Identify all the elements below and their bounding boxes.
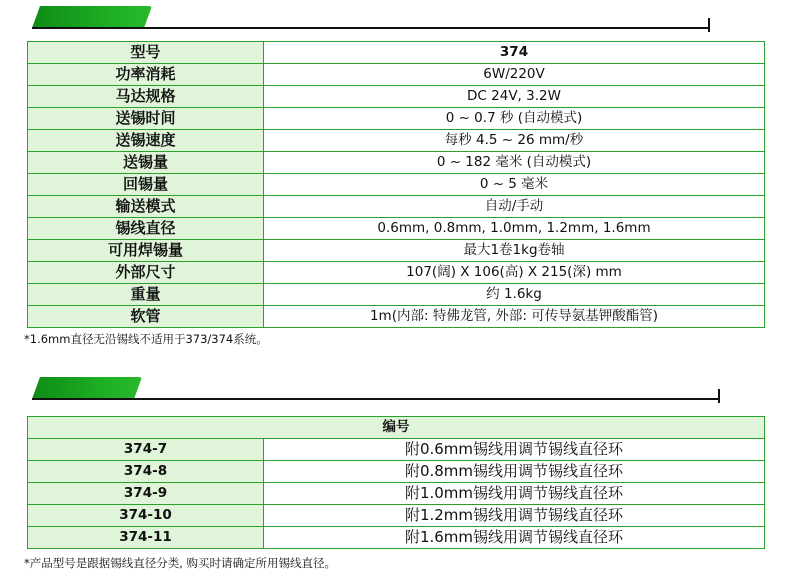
spec-row	[28, 130, 765, 152]
section-header-models	[32, 377, 722, 417]
spec-label: 送锡速度	[28, 130, 264, 152]
section-tab-green	[32, 6, 152, 28]
spec-row	[28, 152, 765, 174]
models-footnote: *产品型号是跟据锡线直径分类, 购买时请确定所用锡线直径。	[24, 556, 337, 570]
spec-value: 374	[264, 42, 765, 64]
spec-row	[28, 240, 765, 262]
specs-table	[27, 41, 765, 328]
spec-value: 每秒 4.5 ~ 26 mm/秒	[264, 130, 765, 152]
model-description: 附1.2mm锡线用调节锡线直径环	[264, 505, 765, 527]
spec-value: 最大1卷1kg卷轴	[264, 240, 765, 262]
spec-value: 0 ~ 0.7 秒 (自动模式)	[264, 108, 765, 130]
spec-label: 送锡时间	[28, 108, 264, 130]
models-header-row	[28, 417, 765, 439]
model-row	[28, 483, 765, 505]
spec-value: 0 ~ 5 毫米	[264, 174, 765, 196]
spec-value: 约 1.6kg	[264, 284, 765, 306]
spec-label: 锡线直径	[28, 218, 264, 240]
spec-row	[28, 64, 765, 86]
spec-value: 自动/手动	[264, 196, 765, 218]
model-code: 374-10	[28, 505, 264, 527]
spec-label: 马达规格	[28, 86, 264, 108]
model-description: 附0.8mm锡线用调节锡线直径环	[264, 461, 765, 483]
specs-footnote: *1.6mm直径无沿锡线不适用于373/374系统。	[24, 332, 268, 346]
spec-row	[28, 306, 765, 328]
spec-value: 6W/220V	[264, 64, 765, 86]
section-divider-tick	[708, 18, 710, 32]
spec-label: 型号	[28, 42, 264, 64]
spec-row	[28, 262, 765, 284]
spec-row	[28, 174, 765, 196]
spec-value: 107(阔) X 106(高) X 215(深) mm	[264, 262, 765, 284]
spec-label: 外部尺寸	[28, 262, 264, 284]
spec-value: DC 24V, 3.2W	[264, 86, 765, 108]
spec-label: 输送模式	[28, 196, 264, 218]
model-row	[28, 461, 765, 483]
spec-row	[28, 42, 765, 64]
section-divider-tick	[718, 389, 720, 403]
spec-value: 1m(内部: 特佛龙管, 外部: 可传导氨基钾酸酯管)	[264, 306, 765, 328]
model-code: 374-11	[28, 527, 264, 549]
models-table	[27, 416, 765, 549]
spec-label: 送锡量	[28, 152, 264, 174]
spec-label: 回锡量	[28, 174, 264, 196]
section-tab-green	[32, 377, 142, 399]
spec-label: 可用焊锡量	[28, 240, 264, 262]
model-row	[28, 439, 765, 461]
spec-row	[28, 218, 765, 240]
model-row	[28, 527, 765, 549]
spec-row	[28, 86, 765, 108]
model-description: 附0.6mm锡线用调节锡线直径环	[264, 439, 765, 461]
spec-row	[28, 196, 765, 218]
section-divider-line	[32, 27, 708, 29]
section-divider-line	[32, 398, 718, 400]
model-code: 374-7	[28, 439, 264, 461]
model-code: 374-8	[28, 461, 264, 483]
spec-row	[28, 284, 765, 306]
spec-label: 功率消耗	[28, 64, 264, 86]
spec-row	[28, 108, 765, 130]
model-code: 374-9	[28, 483, 264, 505]
model-row	[28, 505, 765, 527]
spec-label: 重量	[28, 284, 264, 306]
spec-value: 0 ~ 182 毫米 (自动模式)	[264, 152, 765, 174]
models-header-cell: 编号	[28, 417, 765, 439]
spec-label: 软管	[28, 306, 264, 328]
model-description: 附1.0mm锡线用调节锡线直径环	[264, 483, 765, 505]
spec-value: 0.6mm, 0.8mm, 1.0mm, 1.2mm, 1.6mm	[264, 218, 765, 240]
model-description: 附1.6mm锡线用调节锡线直径环	[264, 527, 765, 549]
section-header-specs	[32, 6, 722, 46]
